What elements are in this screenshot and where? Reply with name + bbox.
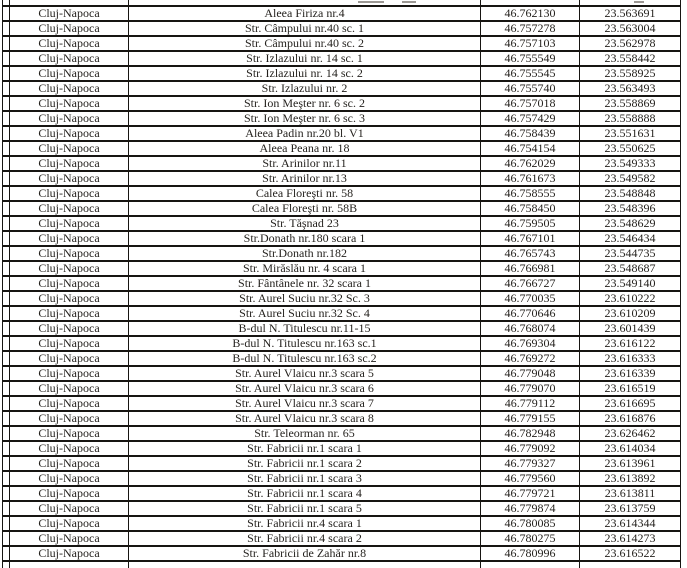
latitude-cell: 46.757429 xyxy=(481,111,580,126)
row-left-margin-cell xyxy=(3,201,10,216)
city-cell: Cluj-Napoca xyxy=(10,111,129,126)
address-cell: Str. Câmpului nr.40 sc. 2 xyxy=(129,36,481,51)
table-row xyxy=(3,321,681,336)
address-cell: Aleea Padin nr.20 bl. V1 xyxy=(129,126,481,141)
latitude-cell: 46.758450 xyxy=(481,201,580,216)
city-cell: Cluj-Napoca xyxy=(10,6,129,21)
row-left-margin-cell xyxy=(3,336,10,351)
city-cell: Cluj-Napoca xyxy=(10,186,129,201)
city-cell: Cluj-Napoca xyxy=(10,441,129,456)
city-cell: Cluj-Napoca xyxy=(10,156,129,171)
latitude-cell: 46.757018 xyxy=(481,96,580,111)
city-cell: Cluj-Napoca xyxy=(10,516,129,531)
city-cell: Cluj-Napoca xyxy=(10,546,129,561)
city-cell: Cluj-Napoca xyxy=(10,486,129,501)
address-cell: Str. Fabricii nr.1 scara 4 xyxy=(129,486,481,501)
longitude-cell: 23.558925 xyxy=(580,66,681,81)
cropped-text-remnant xyxy=(402,1,416,3)
row-left-margin-cell xyxy=(3,141,10,156)
longitude-cell: 23.563493 xyxy=(580,81,681,96)
latitude-cell: 46.758555 xyxy=(481,186,580,201)
longitude-cell: 23.548629 xyxy=(580,216,681,231)
city-cell: Cluj-Napoca xyxy=(10,216,129,231)
row-left-margin-cell xyxy=(3,306,10,321)
longitude-cell: 23.610209 xyxy=(580,306,681,321)
address-cell: Str. Tăşnad 23 xyxy=(129,216,481,231)
city-cell: Cluj-Napoca xyxy=(10,351,129,366)
latitude-cell: 46.780085 xyxy=(481,516,580,531)
latitude-cell: 46.779155 xyxy=(481,411,580,426)
table-row xyxy=(3,186,681,201)
address-cell: Str. Fabricii nr.1 scara 3 xyxy=(129,471,481,486)
address-cell: Aleea Peana nr. 18 xyxy=(129,141,481,156)
city-cell: Cluj-Napoca xyxy=(10,66,129,81)
longitude-cell: 23.549333 xyxy=(580,156,681,171)
longitude-cell: 23.549582 xyxy=(580,171,681,186)
address-cell xyxy=(129,561,481,568)
table-row xyxy=(3,21,681,36)
table-row xyxy=(3,51,681,66)
row-left-margin-cell xyxy=(3,231,10,246)
latitude-cell: 46.755549 xyxy=(481,51,580,66)
longitude-cell: 23.616522 xyxy=(580,546,681,561)
city-cell: Cluj-Napoca xyxy=(10,126,129,141)
table-row xyxy=(3,396,681,411)
longitude-cell: 23.601439 xyxy=(580,321,681,336)
row-left-margin-cell xyxy=(3,186,10,201)
latitude-cell: 46.762130 xyxy=(481,6,580,21)
address-cell: Str. Arinilor nr.13 xyxy=(129,171,481,186)
city-cell: Cluj-Napoca xyxy=(10,201,129,216)
longitude-cell: 23.614273 xyxy=(580,531,681,546)
city-cell: Cluj-Napoca xyxy=(10,141,129,156)
address-cell: Str. Fabricii nr.4 scara 1 xyxy=(129,516,481,531)
latitude-cell: 46.758439 xyxy=(481,126,580,141)
city-cell: Cluj-Napoca xyxy=(10,21,129,36)
latitude-cell: 46.779560 xyxy=(481,471,580,486)
city-cell: Cluj-Napoca xyxy=(10,366,129,381)
address-cell: Str. Izlazului nr. 2 xyxy=(129,81,481,96)
longitude-cell: 23.616695 xyxy=(580,396,681,411)
latitude-cell: 46.780275 xyxy=(481,531,580,546)
row-left-margin-cell xyxy=(3,486,10,501)
latitude-cell: 46.755740 xyxy=(481,81,580,96)
row-left-margin-cell xyxy=(3,276,10,291)
table-row xyxy=(3,36,681,51)
longitude-cell: 23.551631 xyxy=(580,126,681,141)
address-cell: Calea Floreşti nr. 58 xyxy=(129,186,481,201)
longitude-cell: 23.614344 xyxy=(580,516,681,531)
table-row xyxy=(3,471,681,486)
city-cell: Cluj-Napoca xyxy=(10,96,129,111)
city-cell: Cluj-Napoca xyxy=(10,276,129,291)
row-left-margin-cell xyxy=(3,441,10,456)
address-cell: Str. Mirăslău nr. 4 scara 1 xyxy=(129,261,481,276)
longitude-cell: 23.546434 xyxy=(580,231,681,246)
latitude-cell: 46.766981 xyxy=(481,261,580,276)
address-cell: Str.Donath nr.180 scara 1 xyxy=(129,231,481,246)
row-left-margin-cell xyxy=(3,66,10,81)
address-cell: Str. Aurel Vlaicu nr.3 scara 7 xyxy=(129,396,481,411)
row-left-margin-cell xyxy=(3,531,10,546)
table-row xyxy=(3,291,681,306)
address-cell: B-dul N. Titulescu nr.11-15 xyxy=(129,321,481,336)
table-row xyxy=(3,351,681,366)
city-cell: Cluj-Napoca xyxy=(10,456,129,471)
table-row xyxy=(3,411,681,426)
row-left-margin-cell xyxy=(3,426,10,441)
address-cell: B-dul N. Titulescu nr.163 sc.2 xyxy=(129,351,481,366)
latitude-cell: 46.761673 xyxy=(481,171,580,186)
table-row xyxy=(3,516,681,531)
address-cell: Str. Izlazului nr. 14 sc. 2 xyxy=(129,66,481,81)
row-left-margin-cell xyxy=(3,471,10,486)
row-left-margin-cell xyxy=(3,36,10,51)
table-row xyxy=(3,366,681,381)
row-left-margin-cell xyxy=(3,396,10,411)
city-cell: Cluj-Napoca xyxy=(10,381,129,396)
latitude-cell: 46.779092 xyxy=(481,441,580,456)
longitude-cell: 23.616122 xyxy=(580,336,681,351)
address-table xyxy=(2,0,681,568)
row-left-margin-cell xyxy=(3,261,10,276)
longitude-cell: 23.549140 xyxy=(580,276,681,291)
latitude-cell: 46.770035 xyxy=(481,291,580,306)
longitude-cell: 23.613961 xyxy=(580,456,681,471)
latitude-cell: 46.769272 xyxy=(481,351,580,366)
address-cell: Str. Arinilor nr.11 xyxy=(129,156,481,171)
table-row xyxy=(3,231,681,246)
address-cell: Str. Aurel Suciu nr.32 Sc. 4 xyxy=(129,306,481,321)
city-cell xyxy=(10,561,129,568)
cropped-partial-row xyxy=(3,561,681,568)
table-row xyxy=(3,381,681,396)
longitude-cell: 23.614034 xyxy=(580,441,681,456)
table-row xyxy=(3,531,681,546)
longitude-cell: 23.548848 xyxy=(580,186,681,201)
city-cell: Cluj-Napoca xyxy=(10,531,129,546)
city-cell: Cluj-Napoca xyxy=(10,396,129,411)
row-left-margin-cell xyxy=(3,216,10,231)
row-left-margin-cell xyxy=(3,366,10,381)
longitude-cell: 23.563691 xyxy=(580,6,681,21)
city-cell: Cluj-Napoca xyxy=(10,426,129,441)
address-cell: Str. Teleorman nr. 65 xyxy=(129,426,481,441)
longitude-cell: 23.548687 xyxy=(580,261,681,276)
address-cell: Str. Ion Meşter nr. 6 sc. 3 xyxy=(129,111,481,126)
table-row xyxy=(3,261,681,276)
longitude-cell: 23.616339 xyxy=(580,366,681,381)
table-row xyxy=(3,6,681,21)
longitude-cell: 23.613811 xyxy=(580,486,681,501)
address-cell: Str. Aurel Vlaicu nr.3 scara 5 xyxy=(129,366,481,381)
row-left-margin-cell xyxy=(3,381,10,396)
row-left-margin-cell xyxy=(3,246,10,261)
address-cell: Str. Izlazului nr. 14 sc. 1 xyxy=(129,51,481,66)
latitude-cell: 46.779874 xyxy=(481,501,580,516)
latitude-cell: 46.779070 xyxy=(481,381,580,396)
table-row xyxy=(3,66,681,81)
longitude-cell: 23.616519 xyxy=(580,381,681,396)
city-cell: Cluj-Napoca xyxy=(10,321,129,336)
latitude-cell: 46.770646 xyxy=(481,306,580,321)
address-cell: Str. Fabricii de Zahăr nr.8 xyxy=(129,546,481,561)
city-cell: Cluj-Napoca xyxy=(10,291,129,306)
latitude-cell: 46.759505 xyxy=(481,216,580,231)
city-cell: Cluj-Napoca xyxy=(10,471,129,486)
row-left-margin-cell xyxy=(3,51,10,66)
address-cell: Str. Fântânele nr. 32 scara 1 xyxy=(129,276,481,291)
row-left-margin-cell xyxy=(3,171,10,186)
row-left-margin-cell xyxy=(3,21,10,36)
row-left-margin-cell xyxy=(3,501,10,516)
table-row xyxy=(3,201,681,216)
longitude-cell: 23.613892 xyxy=(580,471,681,486)
latitude-cell: 46.767101 xyxy=(481,231,580,246)
row-left-margin-cell xyxy=(3,81,10,96)
cropped-text-remnant xyxy=(358,1,384,3)
city-cell: Cluj-Napoca xyxy=(10,336,129,351)
address-cell: Str. Aurel Vlaicu nr.3 scara 8 xyxy=(129,411,481,426)
table-row xyxy=(3,141,681,156)
longitude-cell: 23.616333 xyxy=(580,351,681,366)
row-left-margin-cell xyxy=(3,156,10,171)
city-cell: Cluj-Napoca xyxy=(10,231,129,246)
row-left-margin-cell xyxy=(3,411,10,426)
longitude-cell: 23.616876 xyxy=(580,411,681,426)
address-cell: Str. Aurel Suciu nr.32 Sc. 3 xyxy=(129,291,481,306)
longitude-cell: 23.558888 xyxy=(580,111,681,126)
longitude-cell: 23.626462 xyxy=(580,426,681,441)
longitude-cell: 23.558869 xyxy=(580,96,681,111)
address-cell: B-dul N. Titulescu nr.163 sc.1 xyxy=(129,336,481,351)
latitude-cell: 46.769304 xyxy=(481,336,580,351)
latitude-cell: 46.765743 xyxy=(481,246,580,261)
address-cell: Calea Floreşti nr. 58B xyxy=(129,201,481,216)
latitude-cell: 46.766727 xyxy=(481,276,580,291)
latitude-cell: 46.782948 xyxy=(481,426,580,441)
row-left-margin-cell xyxy=(3,6,10,21)
row-left-margin-cell xyxy=(3,456,10,471)
longitude-cell: 23.613759 xyxy=(580,501,681,516)
latitude-cell: 46.779327 xyxy=(481,456,580,471)
table-row xyxy=(3,246,681,261)
latitude-cell: 46.780996 xyxy=(481,546,580,561)
city-cell: Cluj-Napoca xyxy=(10,501,129,516)
latitude-cell: 46.757103 xyxy=(481,36,580,51)
city-cell: Cluj-Napoca xyxy=(10,261,129,276)
address-cell: Str.Donath nr.182 xyxy=(129,246,481,261)
latitude-cell: 46.757278 xyxy=(481,21,580,36)
table-row xyxy=(3,336,681,351)
address-cell: Aleea Firiza nr.4 xyxy=(129,6,481,21)
longitude-cell: 23.544735 xyxy=(580,246,681,261)
table-row xyxy=(3,171,681,186)
table-row xyxy=(3,486,681,501)
city-cell: Cluj-Napoca xyxy=(10,51,129,66)
city-cell: Cluj-Napoca xyxy=(10,36,129,51)
table-row xyxy=(3,501,681,516)
table-row xyxy=(3,426,681,441)
city-cell: Cluj-Napoca xyxy=(10,306,129,321)
latitude-cell: 46.779048 xyxy=(481,366,580,381)
table-row xyxy=(3,276,681,291)
row-left-margin-cell xyxy=(3,111,10,126)
row-left-margin-cell xyxy=(3,561,10,568)
row-left-margin-cell xyxy=(3,516,10,531)
address-cell: Str. Aurel Vlaicu nr.3 scara 6 xyxy=(129,381,481,396)
address-cell: Str. Fabricii nr.1 scara 1 xyxy=(129,441,481,456)
longitude-cell: 23.563004 xyxy=(580,21,681,36)
city-cell: Cluj-Napoca xyxy=(10,81,129,96)
row-left-margin-cell xyxy=(3,96,10,111)
table-row xyxy=(3,126,681,141)
table-row xyxy=(3,96,681,111)
latitude-cell: 46.754154 xyxy=(481,141,580,156)
longitude-cell: 23.548396 xyxy=(580,201,681,216)
row-left-margin-cell xyxy=(3,321,10,336)
longitude-cell: 23.558442 xyxy=(580,51,681,66)
latitude-cell: 46.762029 xyxy=(481,156,580,171)
address-cell: Str. Câmpului nr.40 sc. 1 xyxy=(129,21,481,36)
address-cell: Str. Fabricii nr.1 scara 2 xyxy=(129,456,481,471)
row-left-margin-cell xyxy=(3,546,10,561)
longitude-cell: 23.562978 xyxy=(580,36,681,51)
table-row xyxy=(3,156,681,171)
row-left-margin-cell xyxy=(3,126,10,141)
longitude-cell xyxy=(580,561,681,568)
city-cell: Cluj-Napoca xyxy=(10,411,129,426)
table-row xyxy=(3,111,681,126)
latitude-cell: 46.779112 xyxy=(481,396,580,411)
table-body xyxy=(3,0,681,568)
address-cell: Str. Ion Meşter nr. 6 sc. 2 xyxy=(129,96,481,111)
table-row xyxy=(3,306,681,321)
address-cell: Str. Fabricii nr.1 scara 5 xyxy=(129,501,481,516)
latitude-cell: 46.779721 xyxy=(481,486,580,501)
address-cell: Str. Fabricii nr.4 scara 2 xyxy=(129,531,481,546)
city-cell: Cluj-Napoca xyxy=(10,246,129,261)
table-row xyxy=(3,456,681,471)
longitude-cell: 23.550625 xyxy=(580,141,681,156)
latitude-cell: 46.768074 xyxy=(481,321,580,336)
latitude-cell: 46.755545 xyxy=(481,66,580,81)
row-left-margin-cell xyxy=(3,291,10,306)
longitude-cell: 23.610222 xyxy=(580,291,681,306)
latitude-cell xyxy=(481,561,580,568)
table-row xyxy=(3,216,681,231)
cropped-text-remnant xyxy=(634,1,644,3)
table-row xyxy=(3,81,681,96)
table-row xyxy=(3,441,681,456)
table-row xyxy=(3,546,681,561)
row-left-margin-cell xyxy=(3,351,10,366)
city-cell: Cluj-Napoca xyxy=(10,171,129,186)
